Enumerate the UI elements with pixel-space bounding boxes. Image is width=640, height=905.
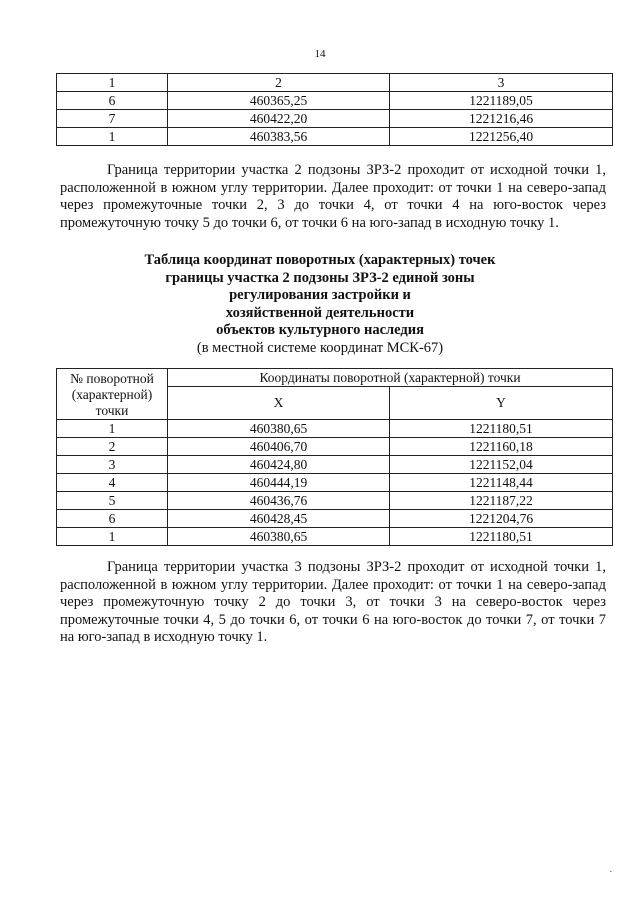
y-cell: 1221152,04 — [390, 456, 613, 474]
x-cell: 460380,65 — [168, 420, 390, 438]
point-cell: 5 — [57, 492, 168, 510]
table-title-line: хозяйственной деятельности — [225, 304, 415, 321]
table-title-line: объектов культурного наследия — [216, 322, 424, 338]
scan-mark: · — [609, 866, 613, 878]
y-cell: 1221187,22 — [390, 492, 613, 510]
point-cell: 7 — [57, 110, 168, 128]
table-row — [57, 420, 613, 438]
column-number-1: 1 — [57, 74, 168, 92]
table-row — [57, 510, 613, 528]
table-header-row — [57, 74, 613, 92]
y-cell: 1221160,18 — [390, 438, 613, 456]
point-cell: 1 — [57, 528, 168, 546]
x-cell: 460380,65 — [168, 528, 390, 546]
table-row — [57, 492, 613, 510]
point-cell: 1 — [57, 128, 168, 146]
table-title-line: Таблица координат поворотных (характерных) точек — [144, 252, 496, 268]
y-cell: 1221148,44 — [390, 474, 613, 492]
x-cell: 460436,76 — [168, 492, 390, 510]
point-cell: 6 — [57, 510, 168, 528]
table-row — [57, 128, 613, 146]
table-title — [0, 252, 640, 357]
table-row — [57, 92, 613, 110]
x-cell: 460422,20 — [168, 110, 390, 128]
table-title-line: регулирования застройки и — [229, 287, 411, 303]
column-number-3: 3 — [390, 74, 613, 92]
x-cell: 460406,70 — [168, 438, 390, 456]
coordinate-system-note: (в местной системе координат МСК-67) — [196, 339, 444, 356]
y-cell: 1221256,40 — [390, 128, 613, 146]
x-cell: 460444,19 — [168, 474, 390, 492]
x-cell: 460365,25 — [168, 92, 390, 110]
coordinates-table-continued — [56, 73, 613, 146]
x-header: X — [168, 387, 390, 420]
coordinates-header: Координаты поворотной (характерной) точки — [168, 369, 613, 387]
point-cell: 4 — [57, 474, 168, 492]
y-header: Y — [390, 387, 613, 420]
boundary-description-paragraph: Граница территории участка 2 подзоны ЗРЗ-2 проходит от исходной точки 1, расположенной в южном углу территории. Далее проходит: от точки 1 на северо-запад через промежуточные точки 2, 3 до точки 4, от точки 4 на юго-восток через промежуточную точку 5 до точки 6, от точки 6 на юго-запад в исходную точку 1. — [60, 162, 606, 231]
point-cell: 3 — [57, 456, 168, 474]
y-cell: 1221204,76 — [390, 510, 613, 528]
point-cell: 6 — [57, 92, 168, 110]
x-cell: 460383,56 — [168, 128, 390, 146]
table-title-line: границы участка 2 подзоны ЗРЗ-2 единой зоны — [165, 269, 475, 286]
table-row — [57, 528, 613, 546]
y-cell: 1221180,51 — [390, 420, 613, 438]
x-cell: 460428,45 — [168, 510, 390, 528]
table-row — [57, 110, 613, 128]
table-row — [57, 456, 613, 474]
table-row — [57, 438, 613, 456]
x-cell: 460424,80 — [168, 456, 390, 474]
point-cell: 1 — [57, 420, 168, 438]
coordinates-table — [56, 368, 613, 546]
table-row — [57, 474, 613, 492]
point-cell: 2 — [57, 438, 168, 456]
y-cell: 1221180,51 — [390, 528, 613, 546]
point-number-header: № поворотной (характерной) точки — [57, 369, 168, 420]
column-number-2: 2 — [168, 74, 390, 92]
page-number: 14 — [314, 48, 326, 60]
table-header-row — [57, 369, 613, 387]
y-cell: 1221216,46 — [390, 110, 613, 128]
y-cell: 1221189,05 — [390, 92, 613, 110]
boundary-description-paragraph: Граница территории участка 3 подзоны ЗРЗ-2 проходит от исходной точки 1, расположенной в южном углу территории. Далее проходит: от точки 1 на северо-запад через промежуточную точку 2 до точки 3, от точки 3 на северо-восток через промежуточные точки 4, 5 до точки 6, от точки 6 на юго-восток до точки 7, от точки 7 на юго-запад в исходную точку 1. — [60, 559, 606, 645]
